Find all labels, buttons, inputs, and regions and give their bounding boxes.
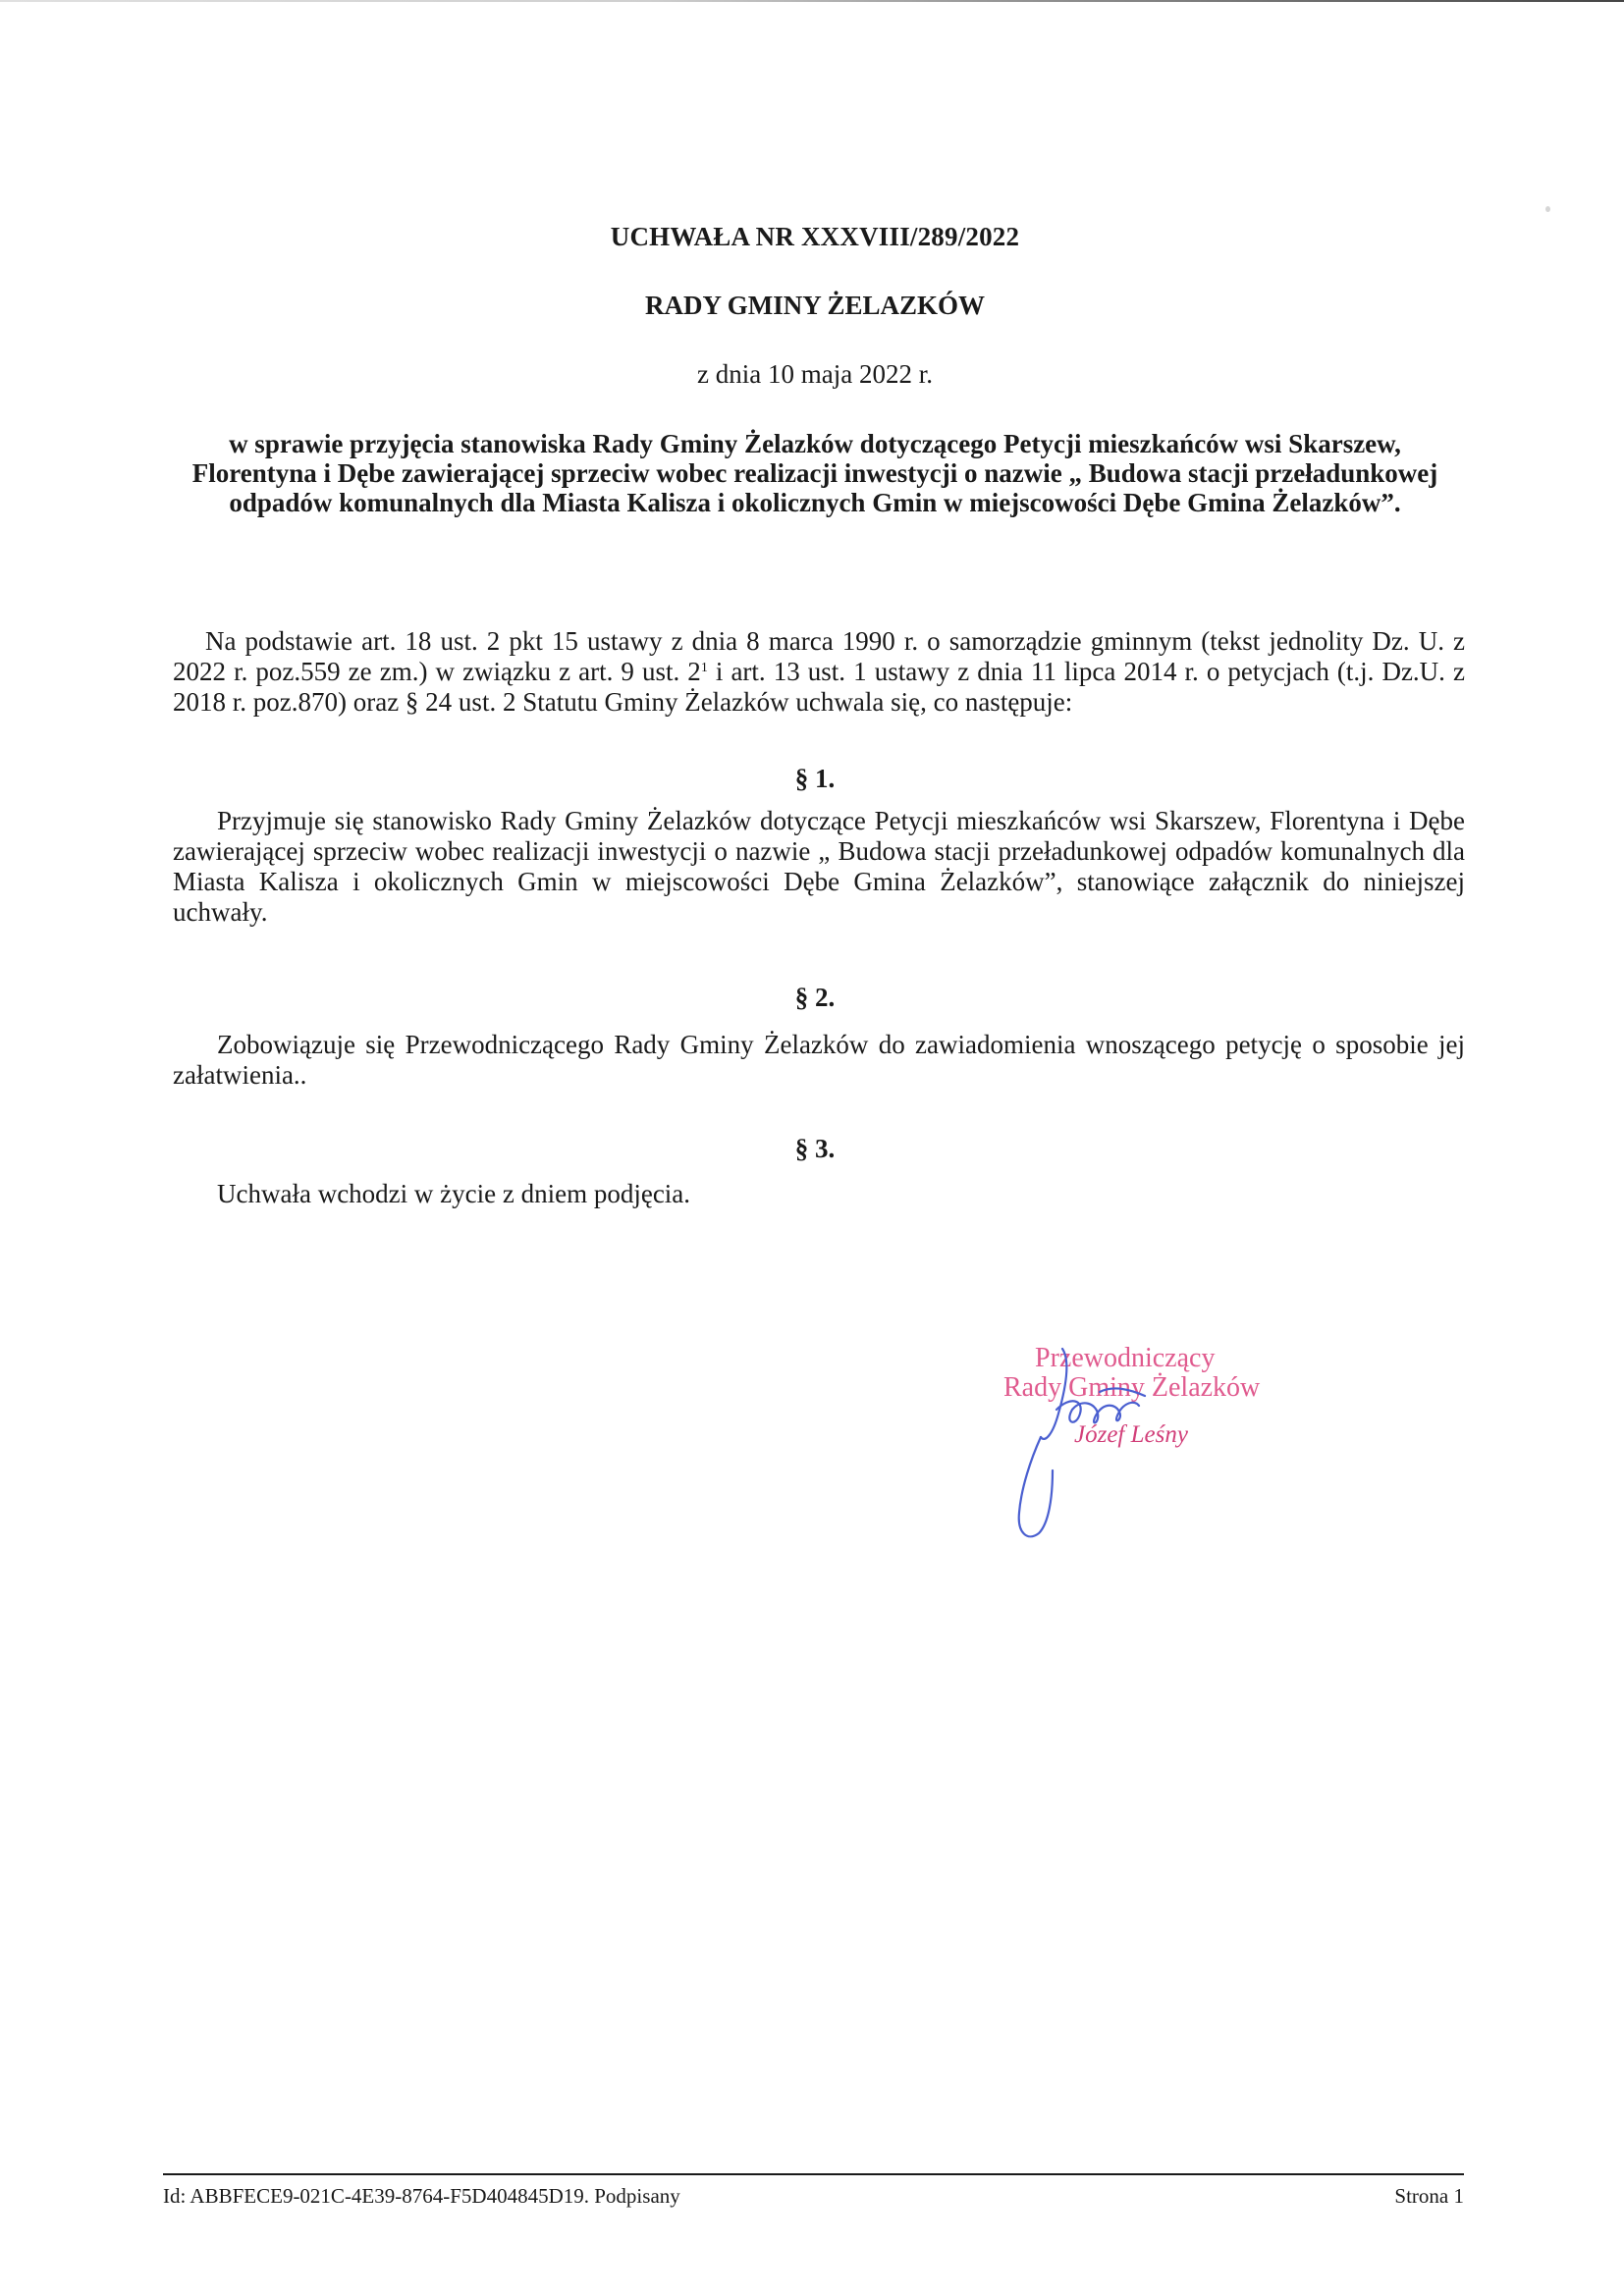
section-1-text: Przyjmuje się stanowisko Rady Gminy Żelazków dotyczące Petycji mieszkańców wsi Skarszew, Florentyna i Dębe zawierającej sprzeciw wobec realizacji inwestycji o nazwie „ Budowa stacji przeładunkowej odpadów komunalnych dla Miasta Kalisza i okolicznych Gmin w miejscowości Dębe Gmina Żelazków”, stanowiące załącznik do niniejszej uchwały. xyxy=(173,806,1465,927)
document-id: Id: ABBFECE9-021C-4E39-8764-F5D404845D19. Podpisany xyxy=(163,2184,680,2208)
legal-basis-superscript: 1 xyxy=(700,661,708,675)
handwritten-signature xyxy=(1001,1341,1296,1547)
scan-edge-top xyxy=(0,0,1624,2)
legal-basis-part1: Na podstawie art. 18 ust. 2 pkt 15 ustawy z dnia 8 marca 1990 r. o samorządzie gminnym (tekst jednolity Dz. U. z 2022 r. poz.559 ze zm.) w związku z art. 9 ust. 2 xyxy=(173,626,1465,686)
page-number: Strona 1 xyxy=(1394,2184,1464,2208)
stamp-council-line: Rady Gminy Żelazków xyxy=(1003,1372,1261,1403)
resolution-subject: w sprawie przyjęcia stanowiska Rady Gminy Żelazków dotyczącego Petycji mieszkańców wsi Skarszew, Florentyna i Dębe zawierającej sprzeciw wobec realizacji inwestycji o nazwie „ Budowa stacji przeładunkowej odpadów komunalnych dla Miasta Kalisza i okolicznych Gmin w miejscowości Dębe Gmina Żelazków”. xyxy=(191,429,1438,517)
section-2-text: Zobowiązuje się Przewodniczącego Rady Gminy Żelazków do zawiadomienia wnoszącego petycję o sposobie jej załatwienia.. xyxy=(173,1030,1465,1090)
stamp-title-line: Przewodniczący xyxy=(1035,1343,1216,1373)
legal-basis-part2: i art. 13 ust. 1 ustawy z dnia 11 lipca 2014 r. o petycjach (t.j. Dz.U. z 2018 r. poz.870) oraz § 24 ust. 2 Statutu Gminy Żelazków uchwala się, co następuje: xyxy=(173,657,1465,717)
stamp-name-line: Józef Leśny xyxy=(1074,1421,1188,1448)
section-1-heading: § 1. xyxy=(794,764,836,793)
section-3-heading: § 3. xyxy=(794,1134,836,1163)
resolution-date: z dnia 10 maja 2022 r. xyxy=(697,359,933,389)
issuing-council: RADY GMINY ŻELAZKÓW xyxy=(644,291,986,320)
resolution-title: UCHWAŁA NR XXXVIII/289/2022 xyxy=(610,222,1020,251)
footer-divider xyxy=(163,2173,1464,2175)
legal-basis-paragraph xyxy=(173,626,1465,718)
section-2-heading: § 2. xyxy=(794,983,836,1012)
scan-speck xyxy=(1545,206,1550,212)
section-3-text: Uchwała wchodzi w życie z dniem podjęcia. xyxy=(217,1179,691,1208)
